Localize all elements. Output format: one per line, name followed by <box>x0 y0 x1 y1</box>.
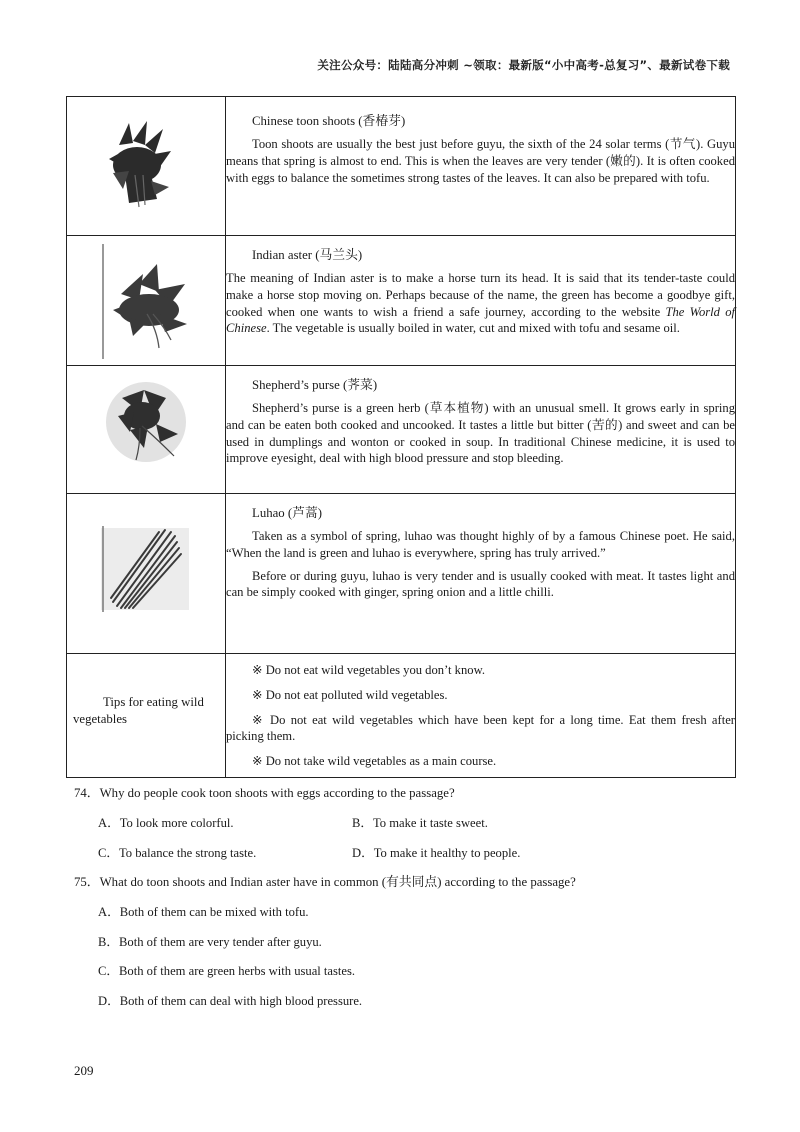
row-title: Indian aster (马兰头) <box>252 248 363 262</box>
question-text: Why do people cook toon shoots with eggs according to the passage? <box>99 786 455 800</box>
indian-aster-photo <box>99 244 199 359</box>
website-name: The World of Chinese <box>226 304 736 336</box>
tips-label-cell <box>67 654 226 778</box>
shepherds-purse-image-cell <box>67 366 226 494</box>
question-text: What do toon shoots and Indian aster have in common (有共同点) according to the passage? <box>99 875 576 889</box>
tips-label-line2: vegetables <box>73 712 128 726</box>
option-a: A．To look more colorful. <box>98 816 234 830</box>
table-row <box>67 236 736 366</box>
question-number: 75． <box>74 875 100 889</box>
tips-label-line1: Tips for eating wild <box>103 695 204 709</box>
table-row <box>67 654 736 778</box>
indian-aster-text-cell <box>226 236 736 366</box>
row-paragraph: Shepherd’s purse is a green herb (草本植物) with an unusual smell. It grows early in spring and can be eaten both cooked and uncooked. It tastes a little but bitter (苦的) and sweet and can be used in dumplings and wonton or cooked in soup. In traditional Chinese medicine, it is used to improve eyesight, deal with high blood pressure and stop bleeding. <box>226 401 735 466</box>
row-paragraph: Before or during guyu, luhao is very tender and is usually cooked with meat. It tastes light and can be simply cooked with ginger, spring onion and a little chilli. <box>226 568 735 600</box>
vegetable-table <box>66 96 736 778</box>
tip-item: ※ Do not take wild vegetables as a main course. <box>252 754 497 769</box>
luhao-photo <box>99 522 191 614</box>
question-number: 74． <box>74 786 100 800</box>
tip-item: ※ Do not eat wild vegetables you don’t know. <box>252 663 486 677</box>
shepherds-purse-photo <box>100 376 190 466</box>
row-paragraph-text: The meaning of Indian aster is to make a horse turn its head. It is said that its tender-taste could make a horse stop moving on. Perhaps because of the name, the green has become a goodbye gift, cooked when one wants to wish a friend a safe journey, according to the website <box>226 271 735 319</box>
row-title: Luhao (芦蒿) <box>252 506 323 520</box>
toon-shoots-text-cell <box>226 97 736 236</box>
shepherds-purse-text-cell <box>226 366 736 494</box>
option-a: A．Both of them can be mixed with tofu. <box>98 905 309 919</box>
tips-text-cell <box>226 654 736 778</box>
option-b: B．To make it taste sweet. <box>352 816 488 830</box>
option-b: B．Both of them are very tender after guyu. <box>98 935 322 949</box>
row-paragraph-text: . The vegetable is usually boiled in water, cut and mixed with tofu and sesame oil. <box>266 321 680 336</box>
row-title: Shepherd’s purse (荠菜) <box>252 378 378 392</box>
page-header: 关注公众号：陆陆高分冲刺 ~领取：最新版“小中高考-总复习”、最新试卷下载 <box>317 58 730 72</box>
table-row <box>67 494 736 654</box>
toon-shoots-image-cell <box>67 97 226 236</box>
row-paragraph: Taken as a symbol of spring, luhao was thought highly of by a famous Chinese poet. He said, “When the land is green and luhao is everywhere, spring has truly arrived.” <box>226 529 735 560</box>
luhao-text-cell <box>226 494 736 654</box>
option-d: D．Both of them can deal with high blood pressure. <box>98 994 363 1008</box>
tip-item: ※ Do not eat polluted wild vegetables. <box>252 687 448 702</box>
indian-aster-image-cell <box>67 236 226 366</box>
row-paragraph: Toon shoots are usually the best just before guyu, the sixth of the 24 solar terms (节气). Guyu means that spring is almost to end. This is when the leaves are very tender (嫩的). It is often cooked with eggs to balance the sometimes strong tastes of the leaves. It can also be prepared with tofu. <box>226 137 735 185</box>
table-row <box>67 97 736 236</box>
toon-shoots-photo <box>99 115 179 215</box>
luhao-image-cell <box>67 494 226 654</box>
option-c: C．Both of them are green herbs with usual tastes. <box>98 964 356 978</box>
page-number: 209 <box>74 1063 94 1078</box>
row-paragraph <box>226 270 735 337</box>
question-75 <box>74 871 576 890</box>
option-c: C．To balance the strong taste. <box>98 846 257 860</box>
option-d: D．To make it healthy to people. <box>352 846 521 860</box>
table-row <box>67 366 736 494</box>
question-74 <box>74 782 455 801</box>
tips-label <box>67 694 225 728</box>
tip-item: ※ Do not eat wild vegetables which have been kept for a long time. Eat them fresh after picking them. <box>226 712 735 744</box>
row-title: Chinese toon shoots (香椿芽) <box>252 114 406 128</box>
